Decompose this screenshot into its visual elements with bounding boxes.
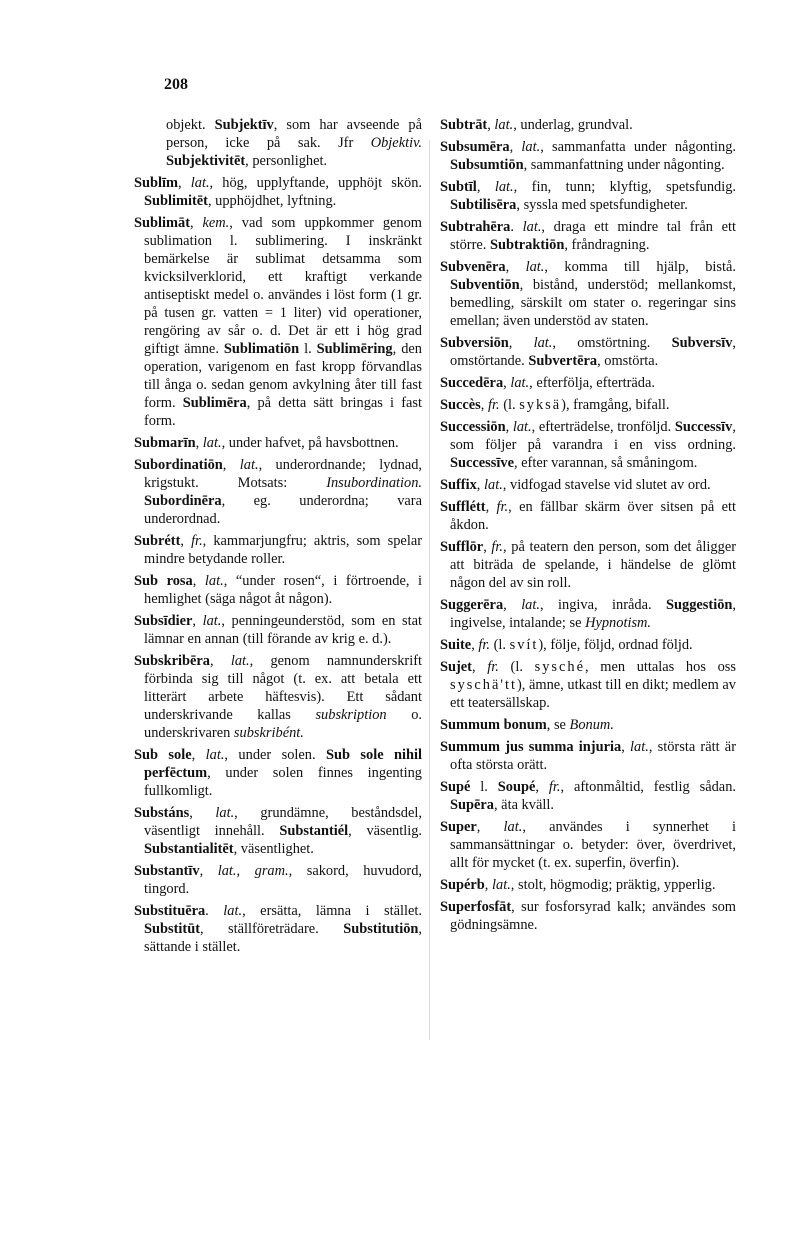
entry-text: , bbox=[484, 877, 492, 893]
entry-text: ), ämne, utkast till en dikt; medlem av ett teatersällskap. bbox=[450, 677, 736, 711]
dictionary-entry bbox=[440, 898, 736, 934]
entry-text: , bbox=[485, 499, 497, 515]
entry-headword: Substitutiōn bbox=[343, 921, 419, 937]
dictionary-entry bbox=[134, 862, 422, 898]
entry-italic: fr. bbox=[487, 397, 500, 413]
dictionary-entry bbox=[440, 138, 736, 174]
entry-headword: Subvenēra bbox=[440, 259, 506, 275]
entry-pronunciation: svít bbox=[509, 637, 539, 653]
entry-text: , äta kväll. bbox=[493, 797, 554, 813]
dictionary-entry bbox=[440, 218, 736, 254]
entry-italic: fr. bbox=[496, 499, 509, 515]
entry-italic: fr. bbox=[478, 637, 490, 653]
entry-text: , genom namnunderskrift förbinda sig till något (t. ex. att betala ett litterärt arbete häftesvis). Ett sådant underskrivande kallas bbox=[144, 653, 422, 723]
dictionary-entry bbox=[440, 334, 736, 370]
entry-italic: lat. bbox=[217, 863, 237, 879]
dictionary-entry bbox=[134, 456, 422, 528]
entry-italic: lat. bbox=[223, 903, 243, 919]
entry-headword: Suite bbox=[440, 637, 472, 653]
entry-text: , bbox=[222, 457, 240, 473]
entry-text: , under hafvet, på havsbottnen. bbox=[221, 435, 399, 451]
entry-text: , den operation, varigenom en fast kropp förvandlas till ånga o. sedan genom avkylning åter till fast form. bbox=[144, 341, 422, 411]
entry-text: , sakord, huvudord, tingord. bbox=[144, 863, 422, 897]
entry-text: , bbox=[487, 117, 495, 133]
dictionary-entry bbox=[440, 418, 736, 472]
entry-italic: subskription bbox=[315, 707, 387, 723]
dictionary-entry bbox=[134, 434, 422, 452]
entry-text: , bbox=[191, 747, 206, 763]
entry-text: , väsentlig. bbox=[348, 823, 422, 839]
dictionary-entry bbox=[134, 652, 422, 742]
entry-italic: lat. bbox=[205, 747, 225, 763]
dictionary-entry bbox=[440, 538, 736, 592]
entry-italic: lat. bbox=[215, 805, 235, 821]
entry-text: , bbox=[192, 573, 205, 589]
dictionary-entry bbox=[134, 746, 422, 800]
entry-italic: lat. bbox=[239, 457, 259, 473]
dictionary-entry bbox=[440, 374, 736, 392]
entry-italic: lat. bbox=[202, 435, 222, 451]
entry-text: , kammarjungfru; aktris, som spelar mindre betydande roller. bbox=[144, 533, 423, 567]
dictionary-entry bbox=[440, 658, 736, 712]
entry-text: , omstörtande. bbox=[450, 335, 736, 369]
entry-italic: fr. bbox=[491, 539, 504, 555]
dictionary-entry bbox=[440, 738, 736, 774]
entry-headword: Substantialitēt bbox=[144, 841, 234, 857]
entry-pronunciation: syksä bbox=[519, 397, 562, 413]
entry-italic: Hypnotism. bbox=[585, 615, 652, 631]
entry-headword: Subordinatiōn bbox=[134, 457, 223, 473]
entry-text: l. bbox=[470, 779, 498, 795]
dictionary-entry bbox=[440, 396, 736, 414]
entry-text: , vidfogad stavelse vid slutet av ord. bbox=[502, 477, 711, 493]
entry-headword: Subtīl bbox=[440, 179, 477, 195]
entry-text: , bbox=[476, 819, 504, 835]
entry-text: , hög, upplyftande, upphöjt skön. bbox=[209, 175, 422, 191]
entry-text: , bbox=[483, 539, 492, 555]
entry-italic: Insubordination. bbox=[326, 475, 422, 491]
entry-text: , aftonmåltid, festlig sådan. bbox=[560, 779, 736, 795]
dictionary-entry bbox=[440, 876, 736, 894]
entry-text: , fråndragning. bbox=[564, 237, 650, 253]
entry-headword: Substantīv bbox=[134, 863, 200, 879]
dictionary-entry bbox=[440, 116, 736, 134]
entry-text: , ersätta, lämna i stället. bbox=[242, 903, 422, 919]
column-divider bbox=[429, 140, 430, 1040]
entry-italic: lat. bbox=[525, 259, 545, 275]
entry-text: , bbox=[505, 259, 526, 275]
entry-text: . bbox=[205, 903, 224, 919]
entry-headword: Sublīm bbox=[134, 175, 178, 191]
entry-text: , som följer på varandra i en viss ordning. bbox=[450, 419, 736, 453]
entry-text: , bbox=[189, 805, 216, 821]
entry-text: , stolt, högmodig; präktig, ypperlig. bbox=[510, 877, 716, 893]
entry-text: . bbox=[510, 219, 523, 235]
entry-text: ), framgång, bifall. bbox=[561, 397, 670, 413]
entry-text: , efterfölja, efterträda. bbox=[529, 375, 655, 391]
entry-text: , sammanfattning under någonting. bbox=[523, 157, 725, 173]
entry-text: , bbox=[189, 215, 203, 231]
entry-text: , bbox=[509, 139, 522, 155]
entry-headword: Sub sole nihil perfēctum bbox=[144, 747, 422, 781]
entry-headword: Sublimēra bbox=[182, 395, 247, 411]
entry-headword: Subsumtiōn bbox=[450, 157, 524, 173]
entry-headword: Subtilisēra bbox=[450, 197, 517, 213]
dictionary-entry bbox=[440, 818, 736, 872]
entry-text: , största rätt är ofta största orätt. bbox=[450, 739, 736, 773]
entry-text: , bbox=[199, 863, 218, 879]
entry-pronunciation: sysché bbox=[534, 659, 585, 675]
entry-text: , bbox=[180, 533, 192, 549]
entry-text: l. bbox=[299, 341, 317, 357]
entry-headword: Sujet bbox=[440, 659, 472, 675]
entry-headword: Submarīn bbox=[134, 435, 196, 451]
entry-italic: fr. bbox=[487, 659, 499, 675]
dictionary-entry bbox=[134, 174, 422, 210]
entry-italic: lat. bbox=[202, 613, 222, 629]
dictionary-entry bbox=[134, 902, 422, 956]
entry-italic: lat. bbox=[503, 819, 523, 835]
entry-text: , bbox=[535, 779, 549, 795]
entry-headword: Substitūt bbox=[144, 921, 200, 937]
entry-pronunciation: syschä'tt bbox=[450, 677, 517, 693]
entry-text: , vad som uppkommer genom sublimation l. sublimering. I inskränkt bemärkelse är sublimat detsamma som kvicksilverklorid, ett kraftigt verkande antiseptiskt medel o. användes i löst form (1 gr. på tusen gr. vatten = 1 liter) vid operationer, rengöring av sår o. d. Det är ett i hög grad giftigt ämne. bbox=[144, 215, 422, 357]
entry-text: ), följe, följd, ordnad följd. bbox=[538, 637, 693, 653]
right-column bbox=[440, 116, 736, 938]
entry-text: , bbox=[503, 597, 522, 613]
entry-text: , bbox=[476, 477, 484, 493]
entry-text: , syssla med spetsfundigheter. bbox=[516, 197, 688, 213]
entry-text: , omstörtning. bbox=[552, 335, 672, 351]
entry-italic: fr. bbox=[548, 779, 561, 795]
entry-italic: lat. bbox=[510, 375, 530, 391]
entry-text: , en fällbar skärm över sitsen på ett åkdon. bbox=[450, 499, 736, 533]
entry-headword: Supérb bbox=[440, 877, 485, 893]
entry-headword: Sublimāt bbox=[134, 215, 190, 231]
entry-text: , ingiva, inråda. bbox=[539, 597, 667, 613]
dictionary-entry bbox=[134, 532, 422, 568]
entry-italic: lat. bbox=[494, 179, 514, 195]
entry-text: , på teatern den person, som det åligger att biträda de spelande, i händelse de glömt någon del av sin roll. bbox=[450, 539, 736, 591]
entry-headword: Successīv bbox=[674, 419, 733, 435]
entry-headword: Sub sole bbox=[134, 747, 192, 763]
dictionary-entry bbox=[440, 716, 736, 734]
entry-headword: Successīve bbox=[450, 455, 514, 471]
entry-text: , bistånd, understöd; mellankomst, bemedling, särskilt om stater o. regeringar sins emellan; även understöd av staten. bbox=[450, 277, 736, 329]
entry-text: , bbox=[503, 375, 511, 391]
entry-text: , användes i synnerhet i sammansättningar o. betyder: över, överdrivet, allt för mycket (t. ex. superfin, överfin). bbox=[450, 819, 736, 871]
entry-text: , komma till hjälp, bistå. bbox=[544, 259, 737, 275]
entry-headword: Suggerēra bbox=[440, 597, 504, 613]
entry-text: , se bbox=[546, 717, 570, 733]
entry-headword: Subversīv bbox=[671, 335, 733, 351]
entry-headword: Substantiél bbox=[279, 823, 349, 839]
entry-italic: lat. bbox=[522, 219, 542, 235]
entry-italic: lat. bbox=[521, 139, 541, 155]
entry-italic: lat. bbox=[533, 335, 553, 351]
entry-headword: Sufflōr bbox=[440, 539, 484, 555]
entry-headword: Subtraktiōn bbox=[489, 237, 565, 253]
entry-italic: lat. bbox=[484, 477, 503, 493]
entry-italic: kem. bbox=[202, 215, 230, 231]
entry-headword: Sub rosa bbox=[134, 573, 193, 589]
dictionary-entry bbox=[440, 258, 736, 330]
entry-text: , bbox=[471, 659, 488, 675]
entry-text: , efterträdelse, tronföljd. bbox=[531, 419, 675, 435]
entry-text: , fin, tunn; klyftig, spetsfundig. bbox=[513, 179, 737, 195]
entry-text: , draga ett mindre tal från ett större. bbox=[450, 219, 736, 253]
entry-text: , bbox=[195, 435, 203, 451]
dictionary-entry bbox=[440, 178, 736, 214]
entry-text: , bbox=[209, 653, 231, 669]
entry-headword: Supé bbox=[440, 779, 471, 795]
entry-headword: Subjektivitēt bbox=[166, 153, 246, 169]
entry-text: , bbox=[192, 613, 203, 629]
entry-text: , underlag, grundval. bbox=[513, 117, 633, 133]
entry-headword: Summum jus summa injuria bbox=[440, 739, 622, 755]
entry-text: , under solen finnes ingenting fullkomligt. bbox=[144, 765, 422, 799]
entry-italic: lat. bbox=[492, 877, 511, 893]
entry-text: , som har avseende på person, icke på sak. Jfr bbox=[166, 117, 422, 151]
entry-italic: Bonum. bbox=[569, 717, 614, 733]
entry-italic: lat. bbox=[230, 653, 250, 669]
entry-text: , sammanfatta under någonting. bbox=[540, 139, 736, 155]
entry-italic: subskribént. bbox=[233, 725, 304, 741]
entry-italic: lat. bbox=[204, 573, 224, 589]
entry-text: , grundämne, beståndsdel, väsentligt innehåll. bbox=[144, 805, 422, 839]
entry-text: , bbox=[471, 637, 479, 653]
dictionary-entry bbox=[440, 636, 736, 654]
entry-text: , bbox=[476, 179, 495, 195]
entry-italic: fr. bbox=[191, 533, 203, 549]
entry-text: (l. bbox=[490, 637, 510, 653]
entry-italic: lat. bbox=[630, 739, 649, 755]
entry-headword: Summum bonum bbox=[440, 717, 547, 733]
entry-text: , bbox=[178, 175, 191, 191]
dictionary-entry bbox=[134, 572, 422, 608]
dictionary-entry bbox=[440, 778, 736, 814]
entry-text: , underordnande; lydnad, krigstukt. Motsats: bbox=[144, 457, 422, 491]
entry-headword: Suffix bbox=[440, 477, 477, 493]
entry-headword: Superfosfāt bbox=[440, 899, 512, 915]
entry-text: , efter varannan, så småningom. bbox=[513, 455, 698, 471]
dictionary-entry bbox=[134, 214, 422, 430]
dictionary-entry bbox=[440, 476, 736, 494]
entry-text: , bbox=[621, 739, 631, 755]
entry-italic: lat. bbox=[190, 175, 210, 191]
entry-headword: Subjektīv bbox=[214, 117, 274, 133]
entry-text: , ingivelse, intalande; se bbox=[450, 597, 736, 631]
entry-headword: Subsumēra bbox=[440, 139, 510, 155]
entry-text: , bbox=[236, 863, 255, 879]
entry-headword: Sufflétt bbox=[440, 499, 486, 515]
entry-headword: Succedēra bbox=[440, 375, 504, 391]
entry-headword: Sublimatiōn bbox=[223, 341, 300, 357]
entry-text: , omstörta. bbox=[597, 353, 659, 369]
entry-text: , under solen. bbox=[224, 747, 326, 763]
entry-headword: Subtrāt bbox=[440, 117, 488, 133]
entry-text: , “under rosen“, i förtroende, i hemlighet (säga något åt någon). bbox=[144, 573, 423, 607]
entry-text: (l. bbox=[498, 659, 535, 675]
entry-text: , bbox=[480, 397, 488, 413]
entry-text: (l. bbox=[499, 397, 520, 413]
entry-headword: Subskribēra bbox=[134, 653, 210, 669]
entry-headword: Supēra bbox=[450, 797, 494, 813]
entry-headword: Subvertēra bbox=[528, 353, 598, 369]
entry-text: objekt. bbox=[166, 117, 215, 133]
entry-headword: Substáns bbox=[134, 805, 190, 821]
entry-text: , på detta sätt bringas i fast form. bbox=[144, 395, 423, 429]
entry-headword: Subordinēra bbox=[144, 493, 222, 509]
entry-headword: Subrétt bbox=[134, 533, 181, 549]
entry-headword: Subtrahēra bbox=[440, 219, 511, 235]
entry-italic: gram. bbox=[254, 863, 289, 879]
entry-text: , eg. underordna; vara underordnad. bbox=[144, 493, 422, 527]
entry-headword: Soupé bbox=[497, 779, 536, 795]
entry-text: , sättande i stället. bbox=[144, 921, 422, 955]
entry-headword: Subversiōn bbox=[440, 335, 509, 351]
entry-text: , upphöjdhet, lyftning. bbox=[207, 193, 337, 209]
entry-headword: Substituēra bbox=[134, 903, 206, 919]
entry-headword: Subventiōn bbox=[450, 277, 520, 293]
entry-text: , men uttalas hos oss bbox=[584, 659, 736, 675]
entry-italic: lat. bbox=[494, 117, 514, 133]
dictionary-entry bbox=[440, 596, 736, 632]
entry-headword: Sublimēring bbox=[316, 341, 393, 357]
entry-headword: Subsīdier bbox=[134, 613, 193, 629]
entry-italic: Objektiv. bbox=[370, 135, 422, 151]
entry-text: o. underskrivaren bbox=[144, 707, 422, 741]
entry-text: , personlighet. bbox=[245, 153, 328, 169]
dictionary-entry bbox=[440, 498, 736, 534]
dictionary-entry bbox=[134, 804, 422, 858]
page-number: 208 bbox=[164, 76, 188, 93]
dictionary-entry bbox=[134, 612, 422, 648]
entry-italic: lat. bbox=[521, 597, 540, 613]
entry-italic: lat. bbox=[512, 419, 532, 435]
entry-text: , ställföreträdare. bbox=[200, 921, 344, 937]
entry-headword: Succès bbox=[440, 397, 481, 413]
entry-headword: Sublimitēt bbox=[144, 193, 208, 209]
entry-headword: Suggestiōn bbox=[666, 597, 733, 613]
dictionary-entry bbox=[134, 116, 422, 170]
entry-headword: Successiōn bbox=[440, 419, 506, 435]
entry-text: , bbox=[505, 419, 513, 435]
left-column bbox=[134, 116, 422, 960]
entry-headword: Super bbox=[440, 819, 477, 835]
entry-text: , sur fosforsyrad kalk; användes som gödningsämne. bbox=[450, 899, 736, 933]
entry-text: , bbox=[508, 335, 534, 351]
entry-text: , väsentlighet. bbox=[233, 841, 314, 857]
entry-text: , penningeunderstöd, som en stat lämnar en annan (till förande av krig e. d.). bbox=[144, 613, 422, 647]
